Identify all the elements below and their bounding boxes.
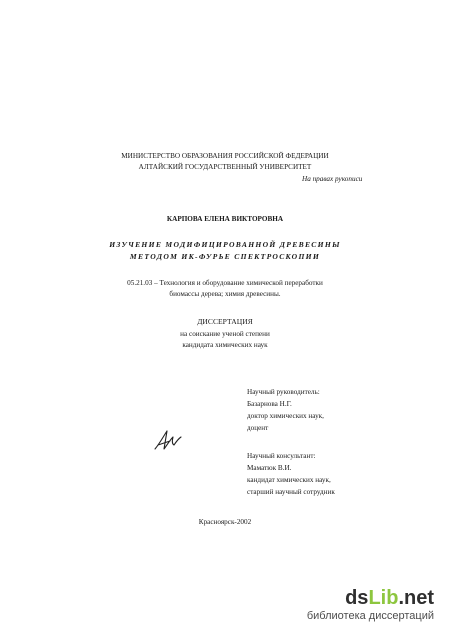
thesis-title-line-2: МЕТОДОМ ИК-ФУРЬЕ СПЕКТРОСКОПИИ (129, 252, 321, 261)
author-name: КАРПОВА ЕЛЕНА ВИКТОРОВНА (166, 215, 284, 223)
specialty-line-2: биомассы дерева; химия древесины. (169, 290, 281, 298)
manuscript-rights-note: На правах рукописи (302, 175, 363, 183)
consultant-name: Маматюк В.И. (247, 464, 292, 472)
supervisor-title: доцент (247, 424, 269, 432)
thesis-title-line-1: ИЗУЧЕНИЕ МОДИФИЦИРОВАННОЙ ДРЕВЕСИНЫ (109, 240, 341, 249)
dissertation-label: ДИССЕРТАЦИЯ (197, 317, 253, 326)
city-year: Красноярск-2002 (198, 518, 252, 526)
dslib-watermark (307, 588, 434, 622)
university-heading: АЛТАЙСКИЙ ГОСУДАРСТВЕННЫЙ УНИВЕРСИТЕТ (138, 163, 312, 171)
supervisor-role: Научный руководитель: (247, 388, 320, 396)
degree-line-1: на соискание ученой степени (180, 330, 270, 338)
degree-line-2: кандидата химических наук (182, 341, 268, 349)
ministry-heading: МИНИСТЕРСТВО ОБРАЗОВАНИЯ РОССИЙСКОЙ ФЕДЕРАЦИИ (121, 152, 329, 160)
dslib-logo: dsLib.net (345, 587, 434, 609)
specialty-line-1: 05.21.03 – Технология и оборудование химической переработки (127, 279, 323, 287)
handwritten-signature (152, 427, 186, 453)
supervisor-name: Базарнова Н.Г. (247, 400, 292, 408)
consultant-title: старший научный сотрудник (247, 488, 335, 496)
supervisor-degree: доктор химических наук, (247, 412, 324, 420)
consultant-degree: кандидат химических наук, (247, 476, 331, 484)
dslib-subtitle: библиотека диссертаций (306, 610, 434, 622)
consultant-role: Научный консультант: (247, 452, 316, 460)
